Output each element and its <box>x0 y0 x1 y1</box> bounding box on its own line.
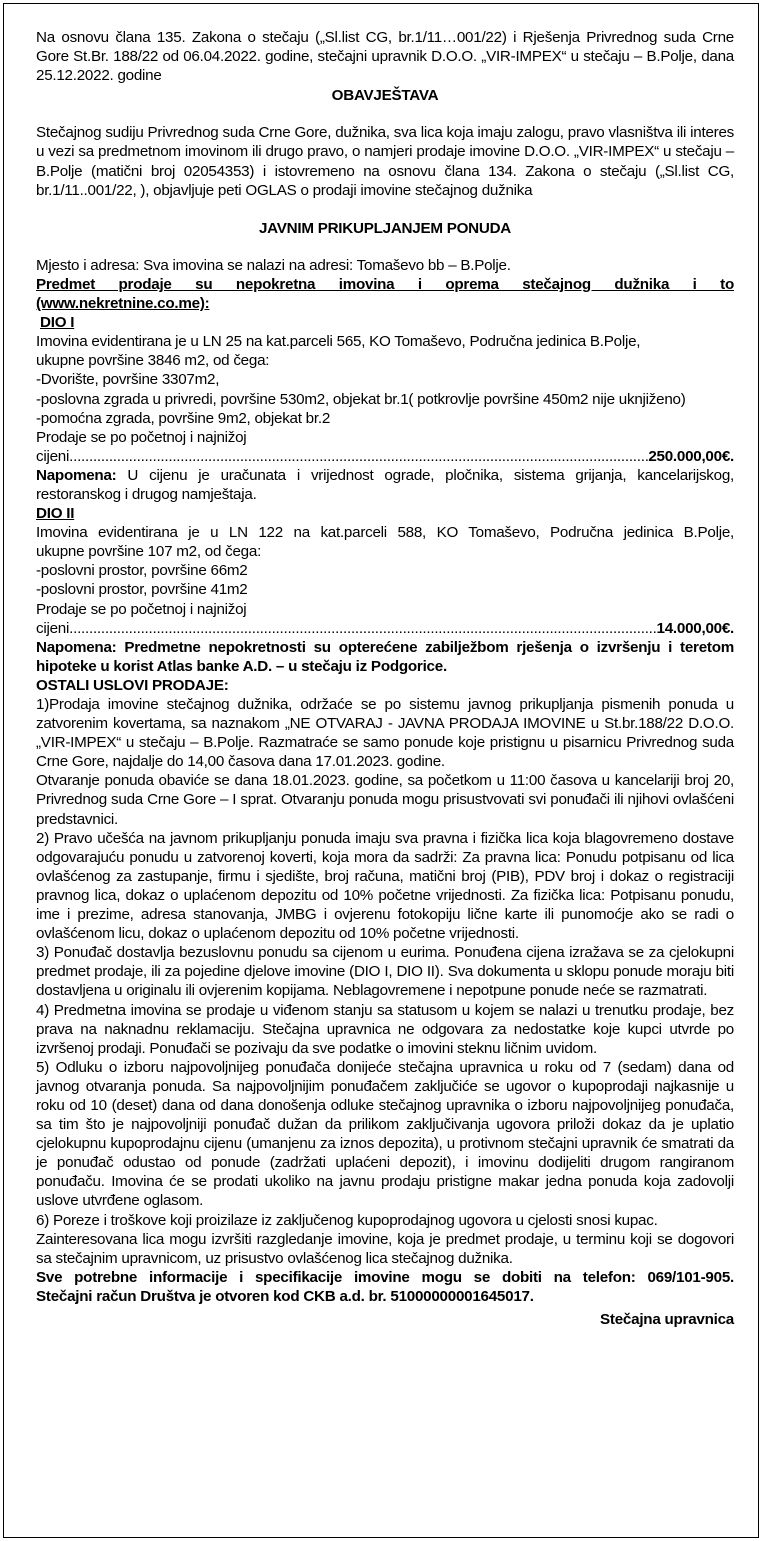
condition-item: Zainteresovana lica mogu izvršiti razgledanje imovine, koja je predmet prodaje, u terminu koji se dogovori sa stečajnim upravnicom, uz prisustvo ovlašćenog lica stečajnog dužnika. <box>36 1230 734 1267</box>
document-frame <box>3 3 759 1538</box>
spacer <box>36 238 734 256</box>
dio2-line: ukupne površine 107 m2, od čega: <box>36 543 262 561</box>
price-label: cijeni <box>36 619 70 637</box>
dio2-line: -poslovni prostor, površine 41m2 <box>36 581 248 599</box>
spacer <box>36 105 734 123</box>
condition-item: 3) Ponuđač dostavlja bezuslovnu ponudu sa cijenom u eurima. Ponuđena cijena izražava se za cjelokupni predmet prodaje, ili za pojedine djelove imovine (DIO I, DIO II). Sva dokumenta u sklopu ponude moraju biti dostavljena u originalu ili ovjerenim kopijama. Neblagovremene i nepotpune ponude neće se razmatrati. <box>36 944 734 1000</box>
dio2-line: -poslovni prostor, površine 66m2 <box>36 562 248 580</box>
dio1-line: Imovina evidentirana je u LN 25 na kat.parceli 565, KO Tomaševo, Područna jedinica B.Polje, <box>36 333 641 351</box>
dio2-price: 14.000,00€. <box>656 619 734 637</box>
dio2-note: Napomena: Predmetne nepokretnosti su opterećene zabilježbom rješenja o izvršenju i teretom hipoteke u korist Atlas banke A.D. – u stečaju iz Podgorice. <box>36 638 734 675</box>
dio1-price-line <box>36 447 734 466</box>
obavjestava-heading: OBAVJEŠTAVA <box>331 87 439 105</box>
condition-item: 2) Pravo učešća na javnom prikupljanju ponuda imaju sva pravna i fizička lica koja blagovremeno dostave odgovarajuću ponudu u zatvorenoj koverti, koja mora da sadrži: Za pravna lica: Ponudu potpisanu od lica ovlašćenog za zastupanje, firmu i sjedište, broj računa, matični broj (PIB), PDV broj i dokaz o registraciji pravnog lica, dokaz o uplaćenom depozitu od 10% početne vrijednosti. Za fizička lica: Potpisanu ponudu, ime i prezime, adresa stanovanja, JMBG i ovjerenu fotokopiju lične karte ili punomoćje ako se radi o ovlašćenom licu, dokaz o uplaćenom depozitu od 10% početne vrijednosti. <box>36 829 734 943</box>
bank-account: Stečajni račun Društva je otvoren kod CKB a.d. br. 51000000001645017. <box>36 1287 534 1305</box>
dio1-title: DIO I <box>40 314 75 332</box>
contact-phone: Sve potrebne informacije i specifikacije imovine mogu se dobiti na telefon: 069/101-905. <box>36 1268 734 1286</box>
leader-dots <box>69 447 648 466</box>
website-link[interactable]: (www.nekretnine.co.me): <box>36 295 210 313</box>
dio1-line: -pomoćna zgrada, površine 9m2, objekat br.2 <box>36 409 331 427</box>
note-label: Napomena: <box>36 466 117 484</box>
dio2-line: Imovina evidentirana je u LN 122 na kat.parceli 588, KO Tomaševo, Područna jedinica B.Polje, <box>36 524 734 542</box>
dio1-line: -poslovna zgrada u privredi, površine 530m2, objekat br.1( potkrovlje površine 450m2 nije uknjiženo) <box>36 390 686 408</box>
dio1-note-text: U cijenu je uračunata i vrijednost ograde, pločnika, sistema grijanja, kancelarijskog, restoranskog i drugog namještaja. <box>36 466 734 503</box>
public-bidding-heading: JAVNIM PRIKUPLJANJEM PONUDA <box>258 219 512 237</box>
dio1-price: 250.000,00€. <box>648 447 734 465</box>
dio1-note <box>36 466 734 504</box>
condition-item: 4) Predmetna imovina se prodaje u viđenom stanju sa statusom u kojem se nalazi u trenutku prodaje, bez prava na naknadnu reklamaciju. Stečajna upravnica ne odgovara za nedostatke koje kupci utvrde po izvršenoj prodaji. Ponuđači se pozivaju da sve podatke o imovini steknu ličnim uvidom. <box>36 1001 734 1057</box>
document-body <box>36 28 734 1329</box>
signature: Stečajna upravnica <box>600 1311 734 1328</box>
subject-line: Predmet prodaje su nepokretna imovina i oprema stečajnog dužnika i to <box>36 275 734 293</box>
condition-item: 5) Odluku o izboru najpovoljnijeg ponuđača donijeće stečajna upravnica u roku od 7 (sedam) dana od javnog otvaranja ponuda. Sa najpovoljnijim ponuđačem zaključiće se ugovor o kupoprodaji najkasnije u roku od 10 (deset) dana od dana donošenja odluke stečajnog upravnika o izboru najpovoljnijeg ponuđača, sa tim što je najpovoljniji ponuđač dužan da prilikom zaključivanja ugovora priloži dokaz da je uplatio cjelokupnu kupoprodajnu cijenu (umanjenu za iznos depozita), u protivnom stečajni upravnik će smatrati da je ponuđač odustao od ponude (zadržati uplaćeni depozit), i imovinu dodijeliti drugom rangiranom ponuđaču. Imovina će se prodati ukoliko na javnu prodaju pristigne makar jedna ponuda koja zadovolji uslove utvrđene oglasom. <box>36 1058 734 1210</box>
dio1-line: ukupne površine 3846 m2, od čega: <box>36 352 270 370</box>
intro-paragraph: Na osnovu člana 135. Zakona o stečaju („Sl.list CG, br.1/11…001/22) i Rješenja Privrednog suda Crne Gore St.Br. 188/22 od 06.04.2022. godine, stečajni upravnik D.O.O. „VIR-IMPEX“ u stečaju – B.Polje, dana 25.12.2022. godine <box>36 29 734 85</box>
spacer <box>36 200 734 218</box>
price-label: cijeni <box>36 447 70 465</box>
dio2-line: Prodaje se po početnoj i najnižoj <box>36 600 247 618</box>
condition-item: 1)Prodaja imovine stečajnog dužnika, održaće se po sistemu javnog prikupljanja pismenih ponuda u zatvorenim kovertama, sa naznakom „NE OTVARAJ - JAVNA PRODAJA IMOVINE u St.br.188/22 D.O.O. „VIR-IMPEX“ u stečaju – B.Polje. Razmatraće se samo ponude koje pristignu u pisarnicu Privrednog suda Crne Gore, najdalje do 14,00 časova dana 17.01.2023. godine. <box>36 696 734 771</box>
location-line: Mjesto i adresa: Sva imovina se nalazi na adresi: Tomaševo bb – B.Polje. <box>36 256 511 274</box>
notice-paragraph: Stečajnog sudiju Privrednog suda Crne Gore, dužnika, sva lica koja imaju zalogu, pravo vlasništva ili interes u vezi sa predmetnom imovinom ili drugo pravo, o namjeri prodaje imovine D.O.O. „VIR-IMPEX“ u stečaju – B.Polje (matični broj 02054353) i istovremeno na osnovu člana 134. Zakona o stečaju („Sl.list CG, br.1/11..001/22, ), objavljuje peti OGLAS o prodaji imovine stečajnog dužnika <box>36 124 734 199</box>
dio1-line: -Dvorište, površine 3307m2, <box>36 371 220 389</box>
conditions-title: OSTALI USLOVI PRODAJE: <box>36 676 229 694</box>
condition-item: Otvaranje ponuda obaviće se dana 18.01.2023. godine, sa početkom u 11:00 časova u kancelariji broj 20, Privrednog suda Crne Gore – I sprat. Otvaranju ponuda mogu prisustvovati svi ponuđači ili njihovi ovlašćeni predstavnici. <box>36 772 734 828</box>
dio2-price-line <box>36 619 734 638</box>
leader-dots <box>69 619 656 638</box>
dio1-line: Prodaje se po početnoj i najnižoj <box>36 428 247 446</box>
dio2-title: DIO II <box>36 505 75 523</box>
condition-item: 6) Poreze i troškove koji proizilaze iz zaključenog kupoprodajnog ugovora u cjelosti snosi kupac. <box>36 1211 658 1229</box>
